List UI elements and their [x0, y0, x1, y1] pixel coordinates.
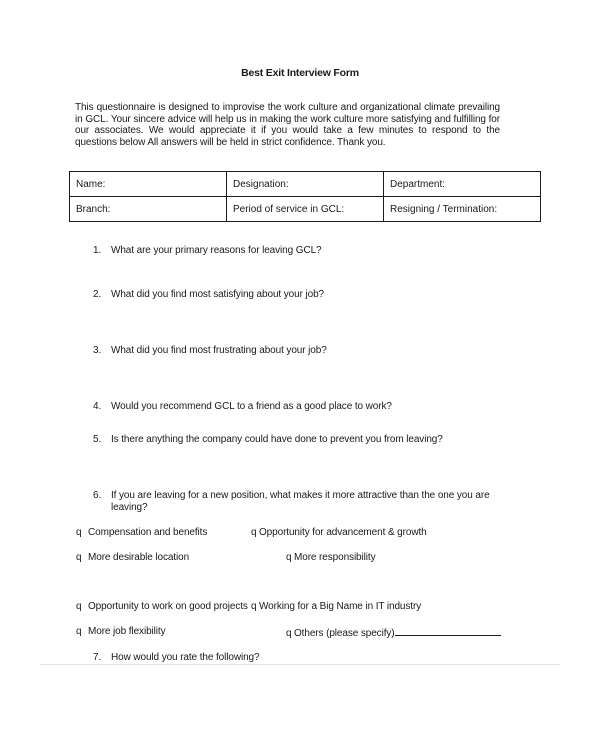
question-number: 3.	[93, 345, 102, 356]
question-number: 5.	[93, 434, 102, 445]
option-label: Compensation and benefits	[88, 527, 208, 538]
name-cell[interactable]: Name:	[70, 172, 227, 197]
checkbox-bullet[interactable]: q	[76, 626, 82, 637]
department-cell[interactable]: Department:	[384, 172, 541, 197]
option-label: More desirable location	[88, 552, 190, 563]
table-row	[70, 172, 541, 197]
option-label: Working for a Big Name in IT industry	[259, 601, 422, 612]
intro-paragraph: This questionnaire is designed to improvise the work culture and organizational climate prevailing in GCL. Your sincere advice will help us in making the work culture more satisfying and fulfilling for our associates. We would appreciate it if you would take a few minutes to respond to the questions below All answers will be held in strict confidence. Thank you.	[75, 102, 500, 148]
table-row	[70, 197, 541, 222]
checkbox-bullet[interactable]: q	[76, 601, 82, 612]
form-title: Best Exit Interview Form	[241, 67, 359, 79]
checkbox-bullet[interactable]: q	[286, 552, 292, 563]
option-label: More job flexibility	[88, 626, 166, 637]
question-6	[93, 490, 513, 514]
option-compensation[interactable]	[76, 527, 207, 539]
question-5	[93, 434, 513, 446]
question-number: 6.	[93, 490, 102, 501]
designation-cell[interactable]: Designation:	[227, 172, 384, 197]
checkbox-bullet[interactable]: q	[251, 601, 257, 612]
checkbox-bullet[interactable]: q	[76, 552, 82, 563]
question-text: What did you find most satisfying about your job?	[111, 289, 324, 300]
question-text-continued: leaving?	[111, 502, 148, 513]
question-text: Would you recommend GCL to a friend as a good place to work?	[111, 401, 392, 412]
option-job-flexibility[interactable]	[76, 626, 165, 638]
question-4	[93, 401, 513, 413]
option-location[interactable]	[76, 552, 189, 564]
option-label: Opportunity to work on good projects	[88, 601, 248, 612]
checkbox-bullet[interactable]: q	[251, 527, 257, 538]
option-label: More responsibility	[294, 552, 376, 563]
question-number: 4.	[93, 401, 102, 412]
question-text: What are your primary reasons for leaving GCL?	[111, 245, 322, 256]
question-3	[93, 345, 513, 357]
checkbox-bullet[interactable]: q	[76, 527, 82, 538]
question-text: Is there anything the company could have done to prevent you from leaving?	[111, 434, 443, 445]
option-label: Others (please specify)	[294, 628, 395, 639]
branch-cell[interactable]: Branch:	[70, 197, 227, 222]
employee-info-table	[69, 171, 541, 222]
option-advancement[interactable]	[251, 527, 427, 539]
question-text: If you are leaving for a new position, what makes it more attractive than the one you are	[111, 490, 490, 501]
resigning-termination-cell[interactable]: Resigning / Termination:	[384, 197, 541, 222]
question-number: 2.	[93, 289, 102, 300]
period-of-service-cell[interactable]: Period of service in GCL:	[227, 197, 384, 222]
question-text: What did you find most frustrating about your job?	[111, 345, 327, 356]
option-good-projects[interactable]	[76, 601, 248, 613]
checkbox-bullet[interactable]: q	[286, 628, 292, 639]
specify-blank-line[interactable]	[403, 626, 501, 636]
question-1	[93, 245, 513, 257]
option-responsibility[interactable]	[286, 552, 375, 564]
question-number: 7.	[93, 652, 102, 663]
option-label: Opportunity for advancement & growth	[259, 527, 427, 538]
question-2	[93, 289, 513, 301]
question-text: How would you rate the following?	[111, 652, 260, 663]
question-number: 1.	[93, 245, 102, 256]
specify-blank-short	[395, 626, 403, 636]
page-divider	[40, 664, 560, 665]
option-big-name[interactable]	[251, 601, 421, 613]
option-others[interactable]	[286, 626, 501, 640]
question-7	[93, 652, 513, 664]
